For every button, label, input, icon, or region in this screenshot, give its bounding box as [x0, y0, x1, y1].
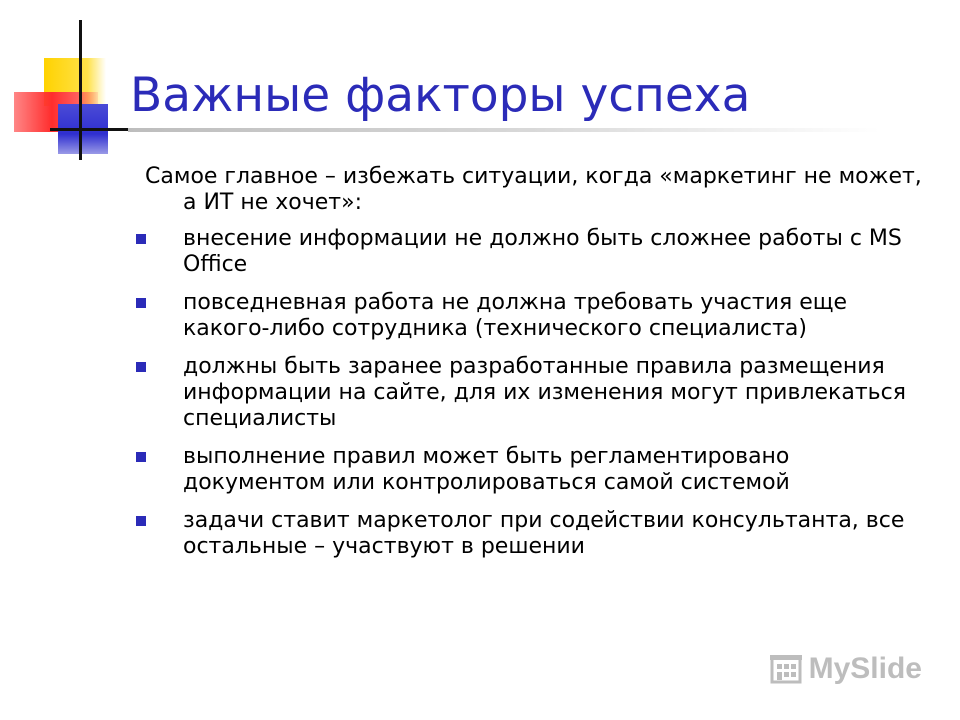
list-item [145, 290, 935, 342]
list-item [145, 354, 935, 432]
list-item [145, 226, 935, 278]
watermark-text: MySlide [808, 652, 922, 685]
building-icon [769, 652, 803, 686]
square-bullet-icon [136, 298, 146, 308]
square-bullet-icon [136, 452, 146, 462]
list-item-text: повседневная работа не должна требовать участия еще какого-либо сотрудника (технического специалиста) [183, 290, 848, 341]
corner-logo-decoration [0, 0, 140, 170]
vertical-line [79, 20, 82, 160]
square-bullet-icon [136, 234, 146, 244]
list-item-text: внесение информации не должно быть сложнее работы с MS Office [183, 226, 902, 277]
list-item-text: задачи ставит маркетолог при содействии консультанта, все остальные – участвуют в решении [183, 508, 905, 559]
list-item [145, 508, 935, 560]
watermark [769, 652, 922, 686]
square-bullet-icon [136, 516, 146, 526]
horizontal-line [50, 128, 128, 131]
intro-paragraph: Самое главное – избежать ситуации, когда «маркетинг не может, а ИТ не хочет»: [145, 164, 922, 215]
title-underline [128, 128, 880, 132]
list-item-text: выполнение правил может быть регламентировано документом или контролироваться самой системой [183, 444, 790, 495]
slide-body [145, 164, 935, 572]
list-item-text: должны быть заранее разработанные правила размещения информации на сайте, для их изменения могут привлекаться специалисты [183, 354, 906, 431]
list-item [145, 444, 935, 496]
bullet-list [145, 226, 935, 560]
square-bullet-icon [136, 362, 146, 372]
slide-title: Важные факторы успеха [130, 68, 751, 123]
